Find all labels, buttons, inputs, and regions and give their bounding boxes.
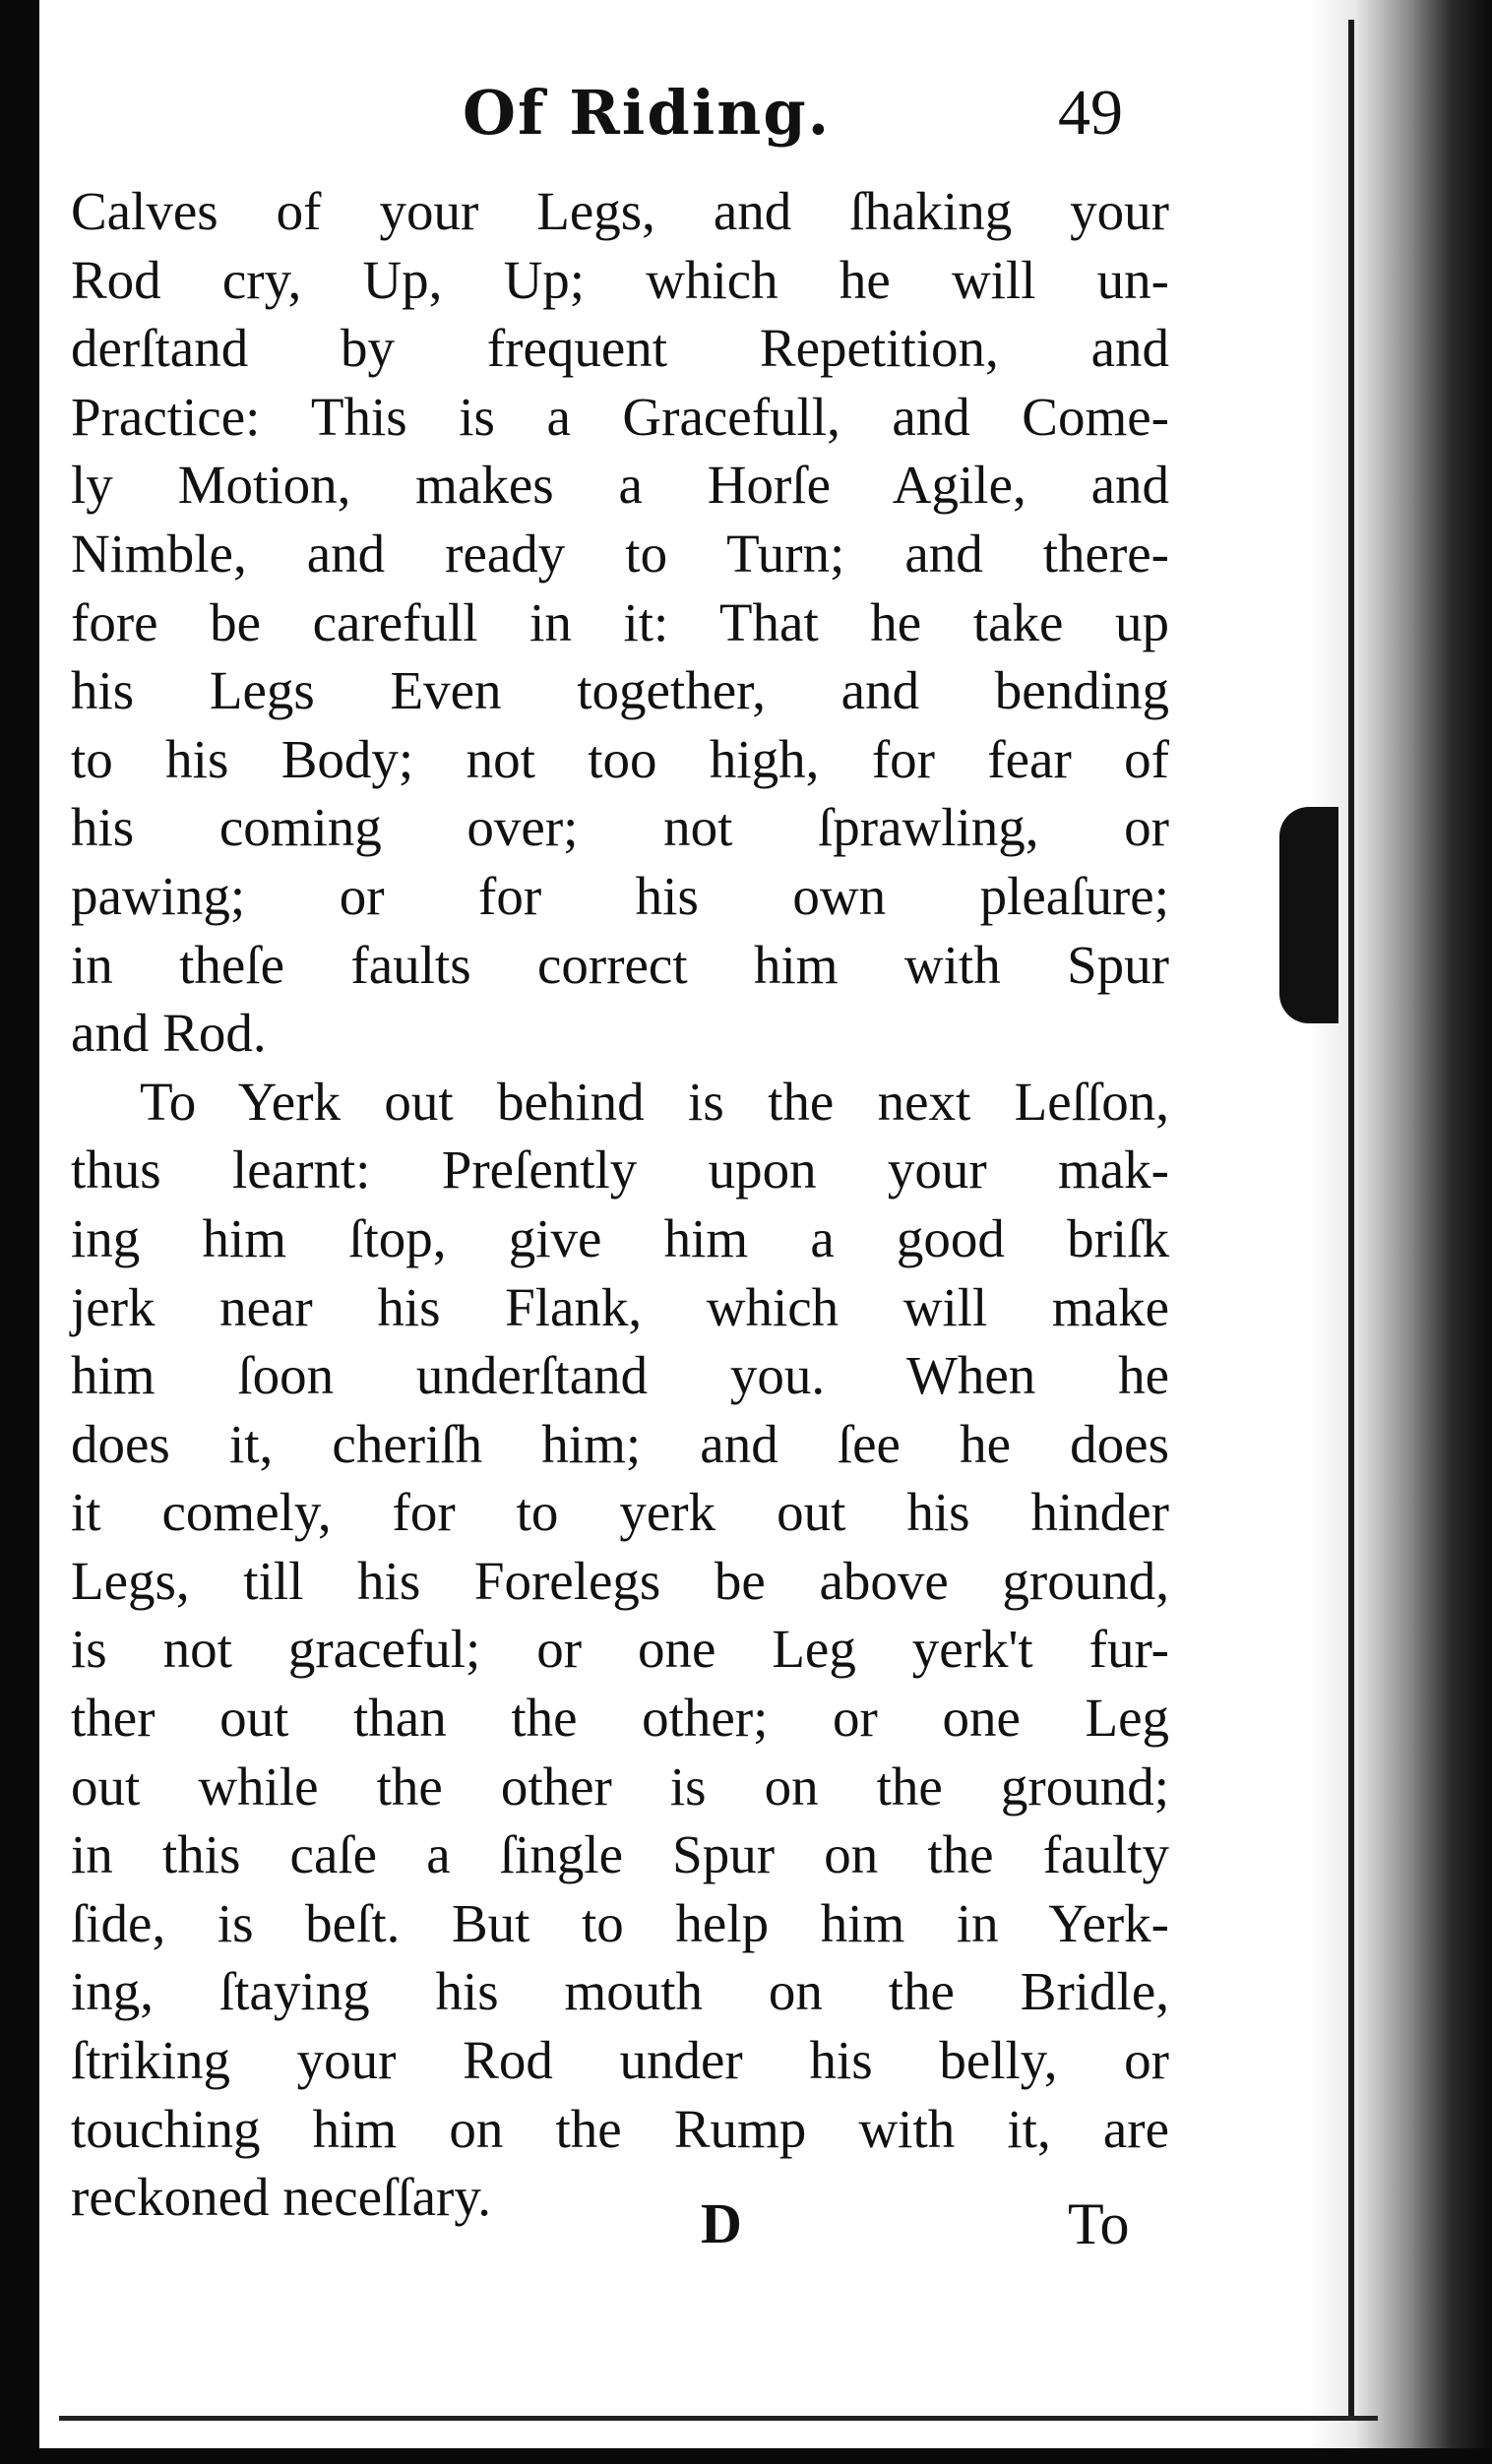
text-line: does it, cheriſh him; and ſee he does [71,1413,1169,1474]
spine-edge-line [1348,20,1354,2421]
page-footer [0,2185,1492,2263]
text-line: it comely, for to yerk out his hinder [71,1482,1169,1543]
text-line: Legs, till his Forelegs be above ground, [71,1550,1169,1611]
text-line: ing him ſtop, give him a good briſk [71,1207,1169,1268]
text-line: in theſe faults correct him with Spur [71,934,1169,995]
text-line: derſtand by frequent Repetition, and [71,318,1169,379]
text-line: jerk near his Flank, which will make [71,1276,1169,1337]
text-line: and Rod. [71,1003,267,1064]
text-line: Calves of your Legs, and ſhaking your [71,181,1169,241]
text-line: in this caſe a ſingle Spur on the faulty [71,1824,1169,1885]
text-line: ſtriking your Rod under his belly, or [71,2030,1169,2091]
text-line: reckoned neceſſary. [71,2167,492,2228]
text-line: his Legs Even together, and bending [71,660,1169,721]
text-line: Practice: This is a Gracefull, and Come- [71,386,1169,447]
scan-left-border [0,0,39,2464]
text-line: to his Body; not too high, for fear of [71,728,1169,789]
running-title: Of Riding. [463,77,832,149]
text-line: his coming over; not ſprawling, or [71,797,1169,858]
text-line: Rod cry, Up, Up; which he will un- [71,249,1169,310]
page-bottom-rule [59,2416,1378,2421]
catchword: To [1068,2191,1130,2256]
signature-mark: D [701,2191,742,2255]
spine-ink-blot [1279,807,1338,1023]
book-spine-shadow [1309,0,1492,2464]
text-line: him ſoon underſtand you. When he [71,1345,1169,1406]
text-line: ly Motion, makes a Horſe Agile, and [71,455,1169,516]
text-line: fore be carefull in it: That he take up [71,591,1169,652]
text-line: To Yerk out behind is the next Leſſon, [140,1071,1169,1132]
scan-bottom-border [0,2448,1492,2464]
text-line: touching him on the Rump with it, are [71,2098,1169,2159]
text-line: Nimble, and ready to Turn; and there- [71,523,1169,584]
text-line: ther out than the other; or one Leg [71,1688,1169,1749]
page-header [0,69,1492,157]
text-line: ing, ſtaying his mouth on the Bridle, [71,1961,1169,2022]
body-text [71,177,1169,2232]
page-number: 49 [1058,77,1123,149]
text-line: ſide, is beſt. But to help him in Yerk- [71,1892,1169,1953]
text-line: is not graceful; or one Leg yerk't fur- [71,1619,1169,1680]
text-line: pawing; or for his own pleaſure; [71,865,1169,926]
text-line: thus learnt: Preſently upon your mak- [71,1140,1169,1201]
text-line: out while the other is on the ground; [71,1756,1169,1817]
